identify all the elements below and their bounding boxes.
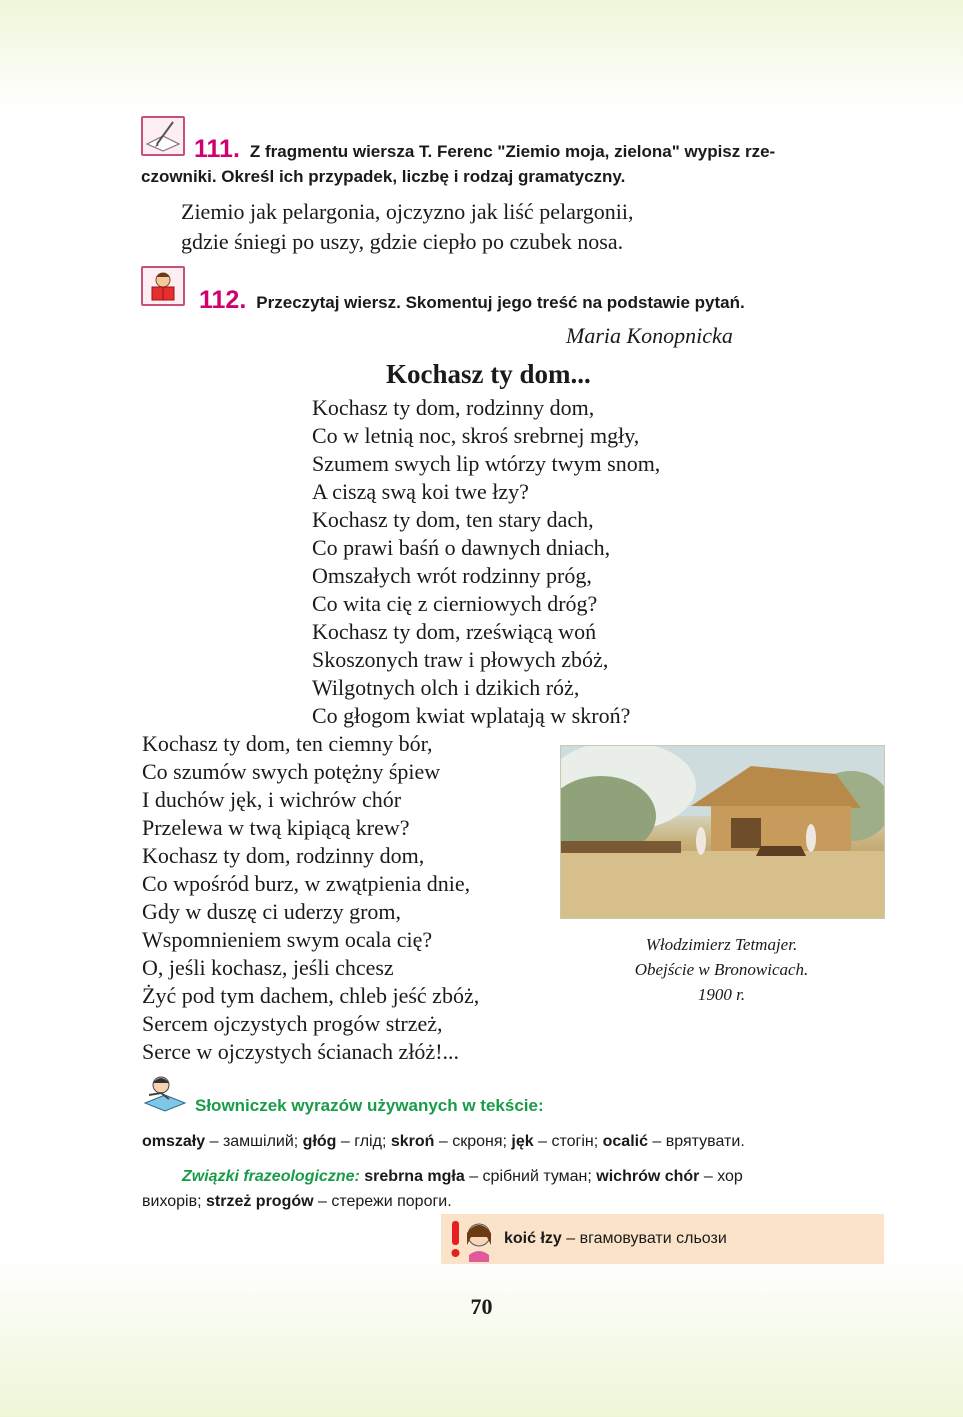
phrase-word: wichrów chór [596,1168,700,1185]
glossary-entries: omszały – замшілий; głóg – глід; skroń – скроня; jęk – стогін; ocalić – врятувати. [142,1133,745,1150]
poem-line: Sercem ojczystych progów strzeż, [142,1011,443,1036]
poem-line: O, jeśli kochasz, jeśli chcesz [142,955,394,980]
glossary-word: głóg [302,1133,337,1150]
task-instruction: Przeczytaj wiersz. Skomentuj jego treść na podstawie pytań. [256,293,745,312]
poem-author: Maria Konopnicka [566,323,733,348]
task-instruction-cont: czowniki. Określ ich przypadek, liczbę i rodzaj gramatyczny. [141,167,626,186]
poem-line: Co wita cię z cierniowych dróg? [312,591,598,616]
pen-writing-icon [141,116,185,156]
phrase-translation: стережи пороги [331,1193,448,1210]
phrases-line-2: вихорів; strzeż progów – стережи пороги. [142,1193,452,1210]
poem-line: Gdy w duszę ci uderzy grom, [142,899,402,924]
phrases-label: Związki frazeologiczne: [182,1168,360,1185]
poem-line: Skoszonych traw i płowych zbóż, [312,647,609,672]
note-word: koić łzy [504,1230,562,1247]
caption-line: Obejście w Bronowicach. [634,960,809,979]
task-111-header [194,135,775,166]
task-instruction: Z fragmentu wiersza T. Ferenc "Ziemio moja, zielona" wypisz rze- [249,142,776,161]
poem-line: Kochasz ty dom, ten stary dach, [312,507,594,532]
phrase-word: srebrna mgła [364,1168,465,1185]
phrase-word: strzeż progów [206,1193,314,1210]
task-number: 111. [194,135,240,163]
glossary-translation: замшілий [222,1133,294,1150]
poem-line: Co głogom kwiat wplatają w skroń? [312,703,631,728]
painting-caption [560,932,883,1007]
poem-line: Przelewa w twą kipiącą krew? [142,815,410,840]
note-box [441,1214,884,1264]
caption-line: 1900 r. [697,985,746,1004]
poem-line: Serce w ojczystych ścianach złóż!... [142,1039,460,1064]
poem-line: Co prawi baśń o dawnych dniach, [312,535,611,560]
painting-image [560,745,885,919]
quote-line: gdzie śniegi po uszy, gdzie ciepło po czubek nosa. [181,229,624,254]
poem-line: Kochasz ty dom, ten ciemny bór, [142,731,433,756]
glossary-translation: стогін [551,1133,594,1150]
reading-child-icon [141,266,185,306]
exclamation-girl-icon [447,1217,497,1262]
glossary-translation: глід [354,1133,382,1150]
poem-line: Żyć pod tym dachem, chleb jeść zbóż, [142,983,480,1008]
quote-block [181,197,634,257]
phrases-line-1: Związki frazeologiczne: srebrna mgła – срібний туман; wichrów chór – хор [182,1168,743,1185]
note-text: koić łzy – вгамовувати сльози [504,1230,727,1247]
glossary-translation: врятувати [665,1133,741,1150]
caption-line: Włodzimierz Tetmajer. [645,935,798,954]
quote-line: Ziemio jak pelargonia, ojczyzno jak liść pelargonii, [181,199,634,224]
reading-student-icon [141,1073,187,1113]
glossary-word: skroń [390,1133,435,1150]
poem-stanza-left [142,730,479,1066]
poem-line: A ciszą swą koi twe łzy? [312,479,529,504]
poem-line: Szumem swych lip wtórzy twym snom, [312,451,661,476]
phrase-translation: срібний туман [482,1168,588,1185]
task-112-header [199,286,745,317]
poem-line: Omszałych wrót rodzinny próg, [312,563,592,588]
poem-line: Kochasz ty dom, rodzinny dom, [312,395,595,420]
poem-line: Kochasz ty dom, rzeświącą woń [312,619,597,644]
glossary-translation: скроня [452,1133,503,1150]
page-number: 70 [470,1294,493,1319]
poem-title: Kochasz ty dom... [386,359,591,389]
glossary-word: omszały [142,1133,206,1150]
note-translation: вгамовувати сльози [579,1230,727,1247]
poem-line: I duchów jęk, i wichrów chór [142,787,402,812]
task-number: 112. [199,286,247,314]
poem-line: Wspomnieniem swym ocala cię? [142,927,433,952]
poem-line: Co szumów swych potężny śpiew [142,759,441,784]
glossary-word: ocalić [602,1133,648,1150]
poem-line: Wilgotnych olch i dzikich róż, [312,675,580,700]
poem-line: Kochasz ty dom, rodzinny dom, [142,843,425,868]
glossary-heading: Słowniczek wyrazów używanych w tekście: [195,1096,544,1115]
poem-line: Co w letnią noc, skroś srebrnej mgły, [312,423,640,448]
poem-stanza-indented [312,394,660,730]
poem-line: Co wpośród burz, w zwątpienia dnie, [142,871,471,896]
glossary-word: jęk [511,1133,534,1150]
